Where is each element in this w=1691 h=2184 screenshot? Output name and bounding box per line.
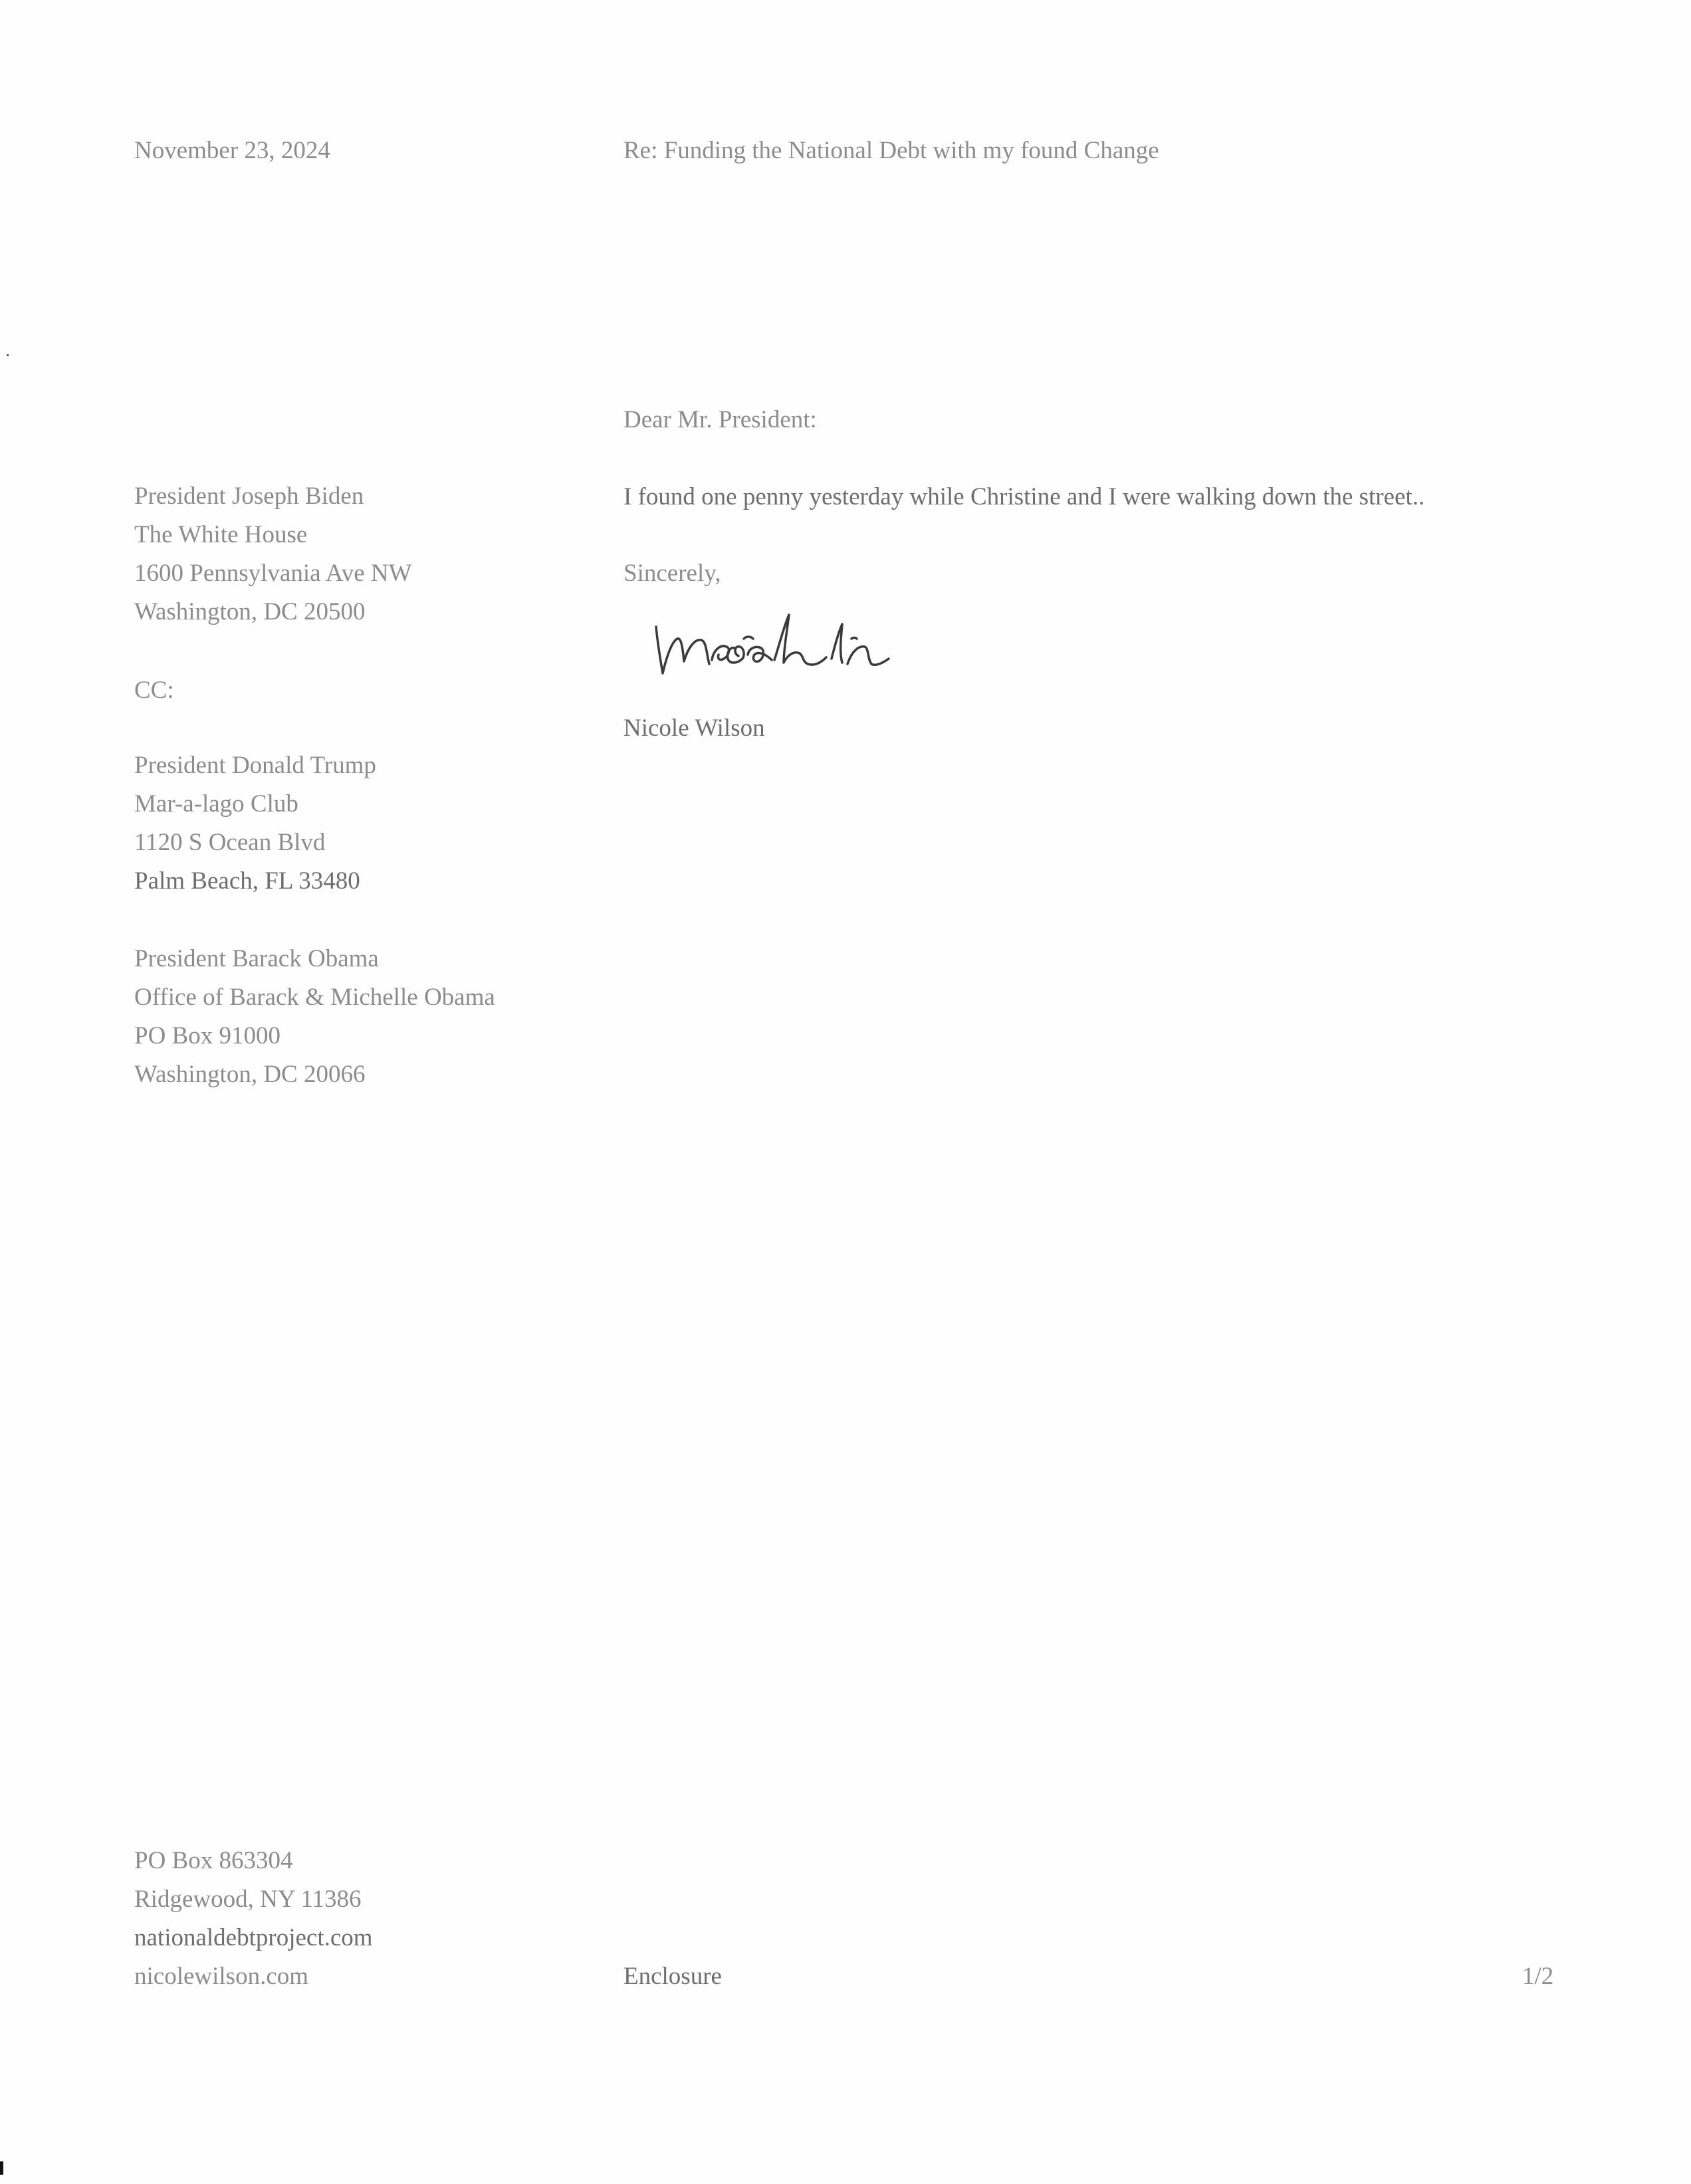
recipient-name: President Joseph Biden [134,483,364,510]
page-number: 1/2 [1522,1963,1554,1990]
cc-recipient-name: President Donald Trump [134,752,376,779]
sender-website: nicolewilson.com [134,1963,309,1990]
scan-edge-mark [0,2161,3,2175]
recipient-street: 1600 Pennsylvania Ave NW [134,560,412,587]
cc-recipient-address [134,746,376,901]
sender-address [134,1842,373,1996]
letter-body: I found one penny yesterday while Christine and I were walking down the street.. [623,483,1425,510]
cc-recipient-city: Palm Beach, FL 33480 [134,867,360,895]
scan-speck [7,354,9,356]
handwritten-signature [648,595,960,688]
cc-recipient-address [134,940,495,1094]
enclosure-note: Enclosure [623,1963,722,1990]
signer-name: Nicole Wilson [623,714,765,742]
cc-recipient-street: 1120 S Ocean Blvd [134,829,326,856]
cc-label: CC: [134,677,174,704]
recipient-org: The White House [134,521,308,548]
cc-recipient-street: PO Box 91000 [134,1022,281,1049]
cc-recipient-city: Washington, DC 20066 [134,1061,366,1088]
letter-date: November 23, 2024 [134,137,330,164]
cc-recipient-name: President Barack Obama [134,945,379,972]
recipient-address [134,477,412,631]
letter-subject: Re: Funding the National Debt with my found Change [623,137,1159,164]
sender-po-box: PO Box 863304 [134,1847,293,1874]
recipient-city: Washington, DC 20500 [134,598,366,625]
closing: Sincerely, [623,560,721,587]
salutation: Dear Mr. President: [623,406,817,433]
sender-city: Ridgewood, NY 11386 [134,1886,362,1913]
cc-recipient-org: Mar-a-lago Club [134,790,298,818]
sender-website: nationaldebtproject.com [134,1924,373,1951]
cc-recipient-org: Office of Barack & Michelle Obama [134,984,495,1011]
